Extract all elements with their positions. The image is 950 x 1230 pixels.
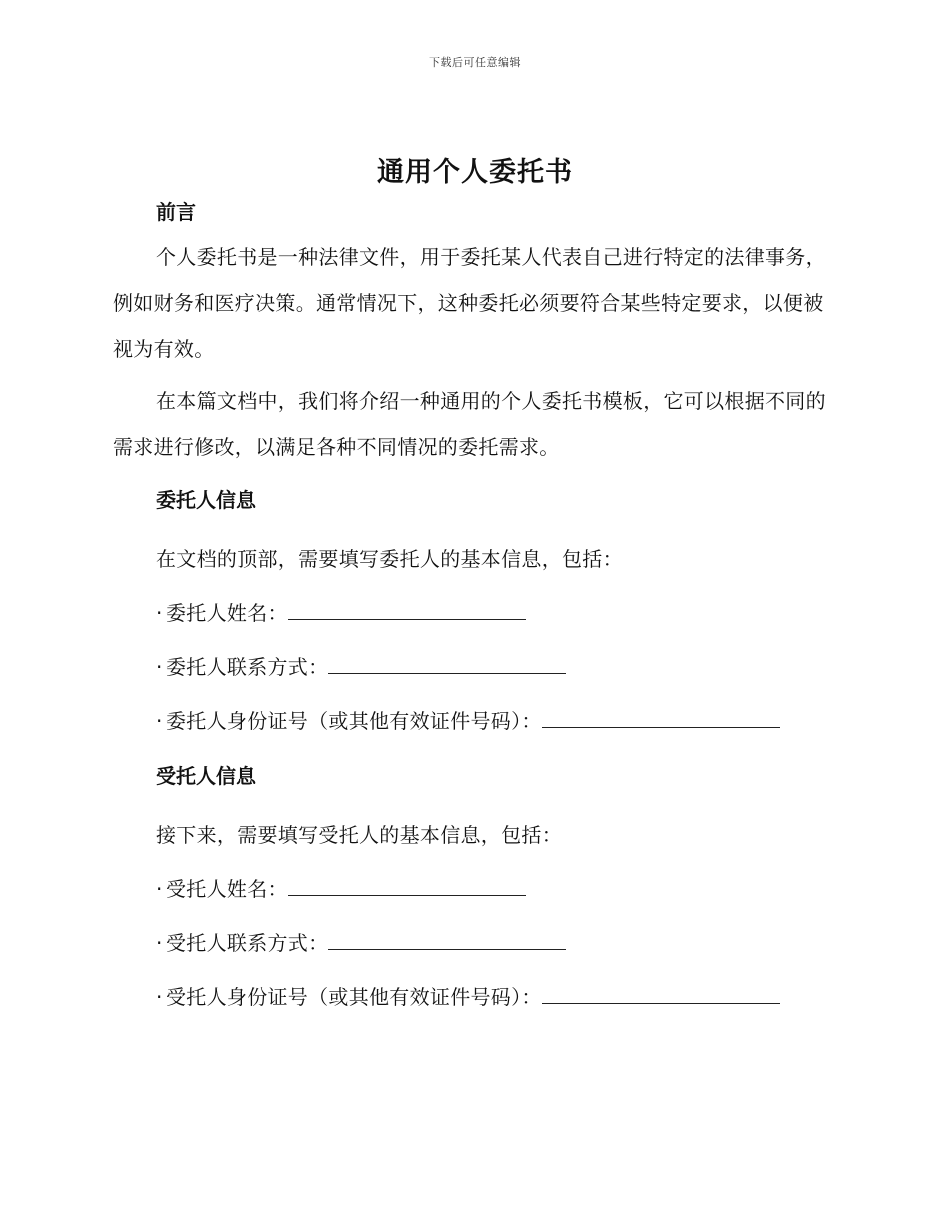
document-title: 通用个人委托书 <box>377 157 573 188</box>
field-label: 委托人联系方式： <box>166 655 329 679</box>
bullet-icon: · <box>156 931 163 955</box>
principal-heading: 委托人信息 <box>156 488 256 512</box>
bullet-icon: · <box>156 877 163 901</box>
field-label: 受托人联系方式： <box>166 931 329 955</box>
preface-paragraph-1: 个人委托书是一种法律文件，用于委托某人代表自己进行特定的法律事务，例如财务和医疗决策。通常情况下，这种委托必须要符合某些特定要求，以便被视为有效。 <box>113 245 826 361</box>
agent-heading: 受托人信息 <box>156 764 256 788</box>
principal-id-blank[interactable] <box>542 709 780 728</box>
preface-heading: 前言 <box>156 200 196 224</box>
bullet-icon: · <box>156 601 163 625</box>
principal-contact-blank[interactable] <box>328 655 566 674</box>
principal-intro: 在文档的顶部，需要填写委托人的基本信息，包括： <box>156 547 623 571</box>
bullet-icon: · <box>156 985 163 1009</box>
field-label: 委托人身份证号（或其他有效证件号码）： <box>166 709 542 733</box>
header-note: 下载后可任意编辑 <box>429 56 521 69</box>
agent-field-id <box>113 970 833 1024</box>
agent-intro: 接下来，需要填写受托人的基本信息，包括： <box>156 823 562 847</box>
agent-field-contact <box>113 916 833 970</box>
bullet-icon: · <box>156 709 163 733</box>
bullet-icon: · <box>156 655 163 679</box>
principal-field-name <box>113 586 833 640</box>
principal-name-blank[interactable] <box>288 601 526 620</box>
principal-field-id <box>113 694 833 748</box>
principal-field-contact <box>113 640 833 694</box>
field-label: 受托人姓名： <box>166 877 288 901</box>
field-label: 受托人身份证号（或其他有效证件号码）： <box>166 985 542 1009</box>
agent-name-blank[interactable] <box>288 877 526 896</box>
agent-contact-blank[interactable] <box>328 931 566 950</box>
preface-paragraph-2: 在本篇文档中，我们将介绍一种通用的个人委托书模板，它可以根据不同的需求进行修改，以满足各种不同情况的委托需求。 <box>113 389 826 459</box>
document-body <box>113 196 833 1024</box>
field-label: 委托人姓名： <box>166 601 288 625</box>
agent-id-blank[interactable] <box>542 985 780 1004</box>
agent-field-name <box>113 862 833 916</box>
